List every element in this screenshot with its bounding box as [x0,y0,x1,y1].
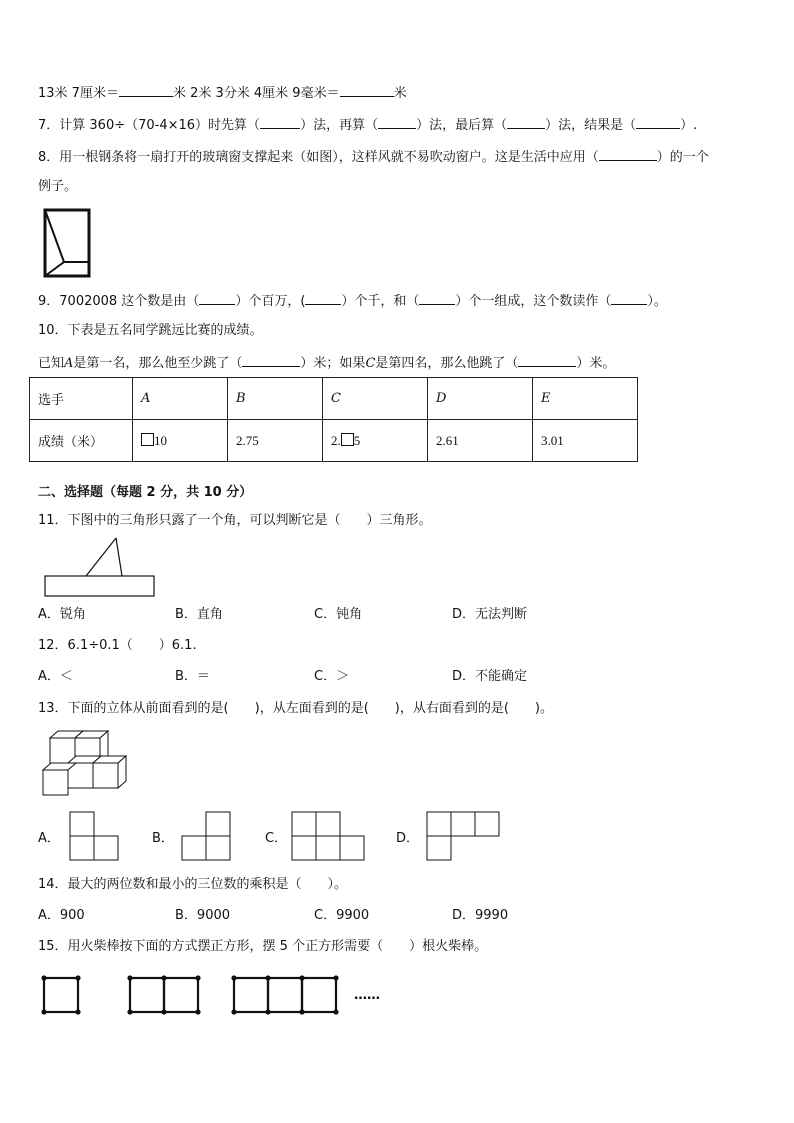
option-b[interactable]: B．9000 [175,908,231,923]
answer-blank[interactable] [378,115,416,129]
option-d-view[interactable] [425,811,501,863]
question-11: 11．下图中的三角形只露了一个角，可以判断它是（ ）三角形。 [38,513,432,528]
option-a[interactable]: A．900 [38,908,85,923]
answer-blank[interactable] [507,115,545,129]
answer-blank[interactable] [611,291,647,305]
option-c[interactable]: C．＞ [314,669,350,684]
table-row: 成绩（米） 10 2.75 2. 5 2.61 3.01 [30,420,638,462]
answer-blank[interactable] [199,291,235,305]
option-d[interactable]: D．9990 [452,908,509,923]
cube-stack-figure [40,730,132,798]
question-15: 15．用火柴棒按下面的方式摆正方形，摆 5 个正方形需要（ ）根火柴棒。 [38,939,488,954]
answer-blank[interactable] [636,115,680,129]
option-a[interactable]: A．＜ [38,669,73,684]
option-d[interactable]: D．不能确定 [452,669,528,684]
table-header-row: 选手 A B C D E [30,378,638,420]
section-heading: 二、选择题（每题 2 分，共 10 分） [38,485,253,500]
option-b-view[interactable] [180,811,232,863]
matchstick-squares-figure [36,968,346,1018]
question-10-line2: 已知A是第一名，那么他至少跳了（ ）米；如果C是第四名，那么他跳了（ ）米。 [38,353,615,373]
question-14: 14．最大的两位数和最小的三位数的乘积是（ ）。 [38,877,348,892]
answer-blank[interactable] [305,291,341,305]
question-8-line2: 例子。 [38,179,78,194]
answer-blank[interactable] [419,291,455,305]
option-d[interactable]: D．无法判断 [452,607,528,622]
option-b[interactable]: B．直角 [175,607,223,622]
question-10: 10．下表是五名同学跳远比赛的成绩。 [38,323,263,338]
option-c-view[interactable] [290,811,366,863]
question-12: 12．6.1÷0.1（ ）6.1. [38,638,197,653]
answer-blank[interactable] [599,147,657,161]
question-9: 9．7002008 这个数是由（ ）个百万，( ）个千，和（ ）个一组成，这个数读作（ ）。 [38,291,667,311]
answer-blank[interactable] [340,83,394,97]
option-a-view[interactable] [68,811,120,863]
option-b-label[interactable]: B． [152,831,174,846]
option-a[interactable]: A．锐角 [38,607,86,622]
option-c[interactable]: C．9900 [314,908,370,923]
ellipsis: …… [354,988,380,1003]
option-c[interactable]: C．钝角 [314,607,363,622]
missing-digit-box [141,433,154,446]
missing-digit-box [341,433,354,446]
answer-blank[interactable] [518,353,576,367]
option-b[interactable]: B．＝ [175,669,210,684]
question-13: 13．下面的立体从前面看到的是( )，从左面看到的是( )，从右面看到的是( )。 [38,701,553,716]
answer-blank[interactable] [242,353,300,367]
answer-blank[interactable] [119,83,173,97]
window-figure [42,207,94,281]
option-d-label[interactable]: D． [396,831,420,846]
question-8: 8．用一根钢条将一扇打开的玻璃窗支撑起来（如图），这样风就不易吹动窗户。这是生活中应用（ ）的一个 [38,147,709,167]
unit-question: 13米 7厘米＝ 米 2米 3分米 4厘米 9毫米＝ 米 [38,83,407,103]
answer-blank[interactable] [260,115,300,129]
hidden-triangle-figure [44,536,156,598]
option-a-label[interactable]: A． [38,831,60,846]
score-table [29,377,638,462]
question-7: 7．计算 360÷（70-4×16）时先算（ ）法，再算（ ）法，最后算（ ）法，结果是（ ）. [38,115,697,135]
option-c-label[interactable]: C． [265,831,288,846]
